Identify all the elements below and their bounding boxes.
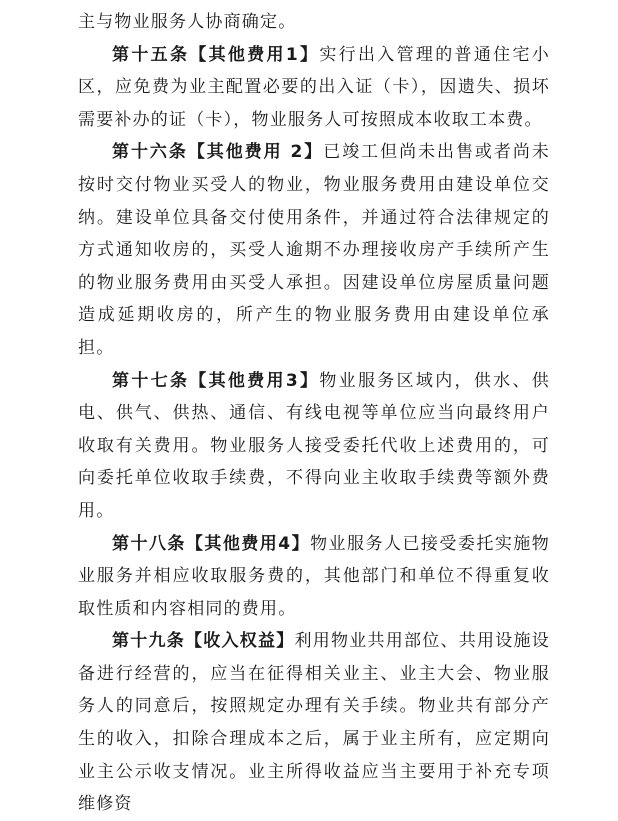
article-number: 第十七条 <box>112 370 190 391</box>
article-title: 【其他费用1】 <box>189 44 320 65</box>
article-16 <box>78 136 550 364</box>
article-body: 物业服务区域内，供水、供电、供气、供热、通信、有线电视等单位应当向最终用户收取有关费用。物业服务人接受委托代收上述费用的，可向委托单位收取手续费，不得向业主收取手续费等额外费用。 <box>78 370 550 521</box>
article-number: 第十八条 <box>112 533 186 554</box>
article-body: 利用物业共用部位、共用设施设备进行经营的，应当在征得相关业主、业主大会、物业服务人的同意后，按照规定办理有关手续。物业共有部分产生的收入，扣除合理成本之后，属于业主所有，应定期向业主公示收支情况。业主所得收益应当主要用于补充专项维修资 <box>78 631 550 815</box>
article-body: 已竣工但尚未出售或者尚未按时交付物业买受人的物业，物业服务费用由建设单位交纳。建设单位具备交付使用条件，并通过符合法律规定的方式通知收房的，买受人逾期不办理接收房产手续所产生的物业服务费用由买受人承担。因建设单位房屋质量问题造成延期收房的，所产生的物业服务费用由建设单位承担。 <box>78 142 550 358</box>
article-number: 第十五条 <box>112 44 190 65</box>
article-17 <box>78 365 550 528</box>
document-page <box>78 6 550 821</box>
article-body: 物业服务人已接受委托实施物业服务并相应收取服务费的，其他部门和单位不得重复收取性质和内容相同的费用。 <box>78 533 550 619</box>
article-title: 【收入权益】 <box>185 631 295 652</box>
article-number: 第十九条 <box>112 631 186 652</box>
article-18 <box>78 528 550 626</box>
article-number: 第十六条 <box>112 142 188 163</box>
article-body: 实行出入管理的普通住宅小区，应免费为业主配置必要的出入证（卡），因遗失、损坏需要补办的证（卡），物业服务人可按照成本收取工本费。 <box>78 44 550 130</box>
article-15 <box>78 39 550 137</box>
article-title: 【其他费用3】 <box>189 370 320 391</box>
continuation-paragraph: 主与物业服务人协商确定。 <box>78 12 297 32</box>
article-title: 【其他费用4】 <box>185 533 311 554</box>
article-19 <box>78 625 550 821</box>
article-title: 【其他费用 2】 <box>187 142 324 163</box>
